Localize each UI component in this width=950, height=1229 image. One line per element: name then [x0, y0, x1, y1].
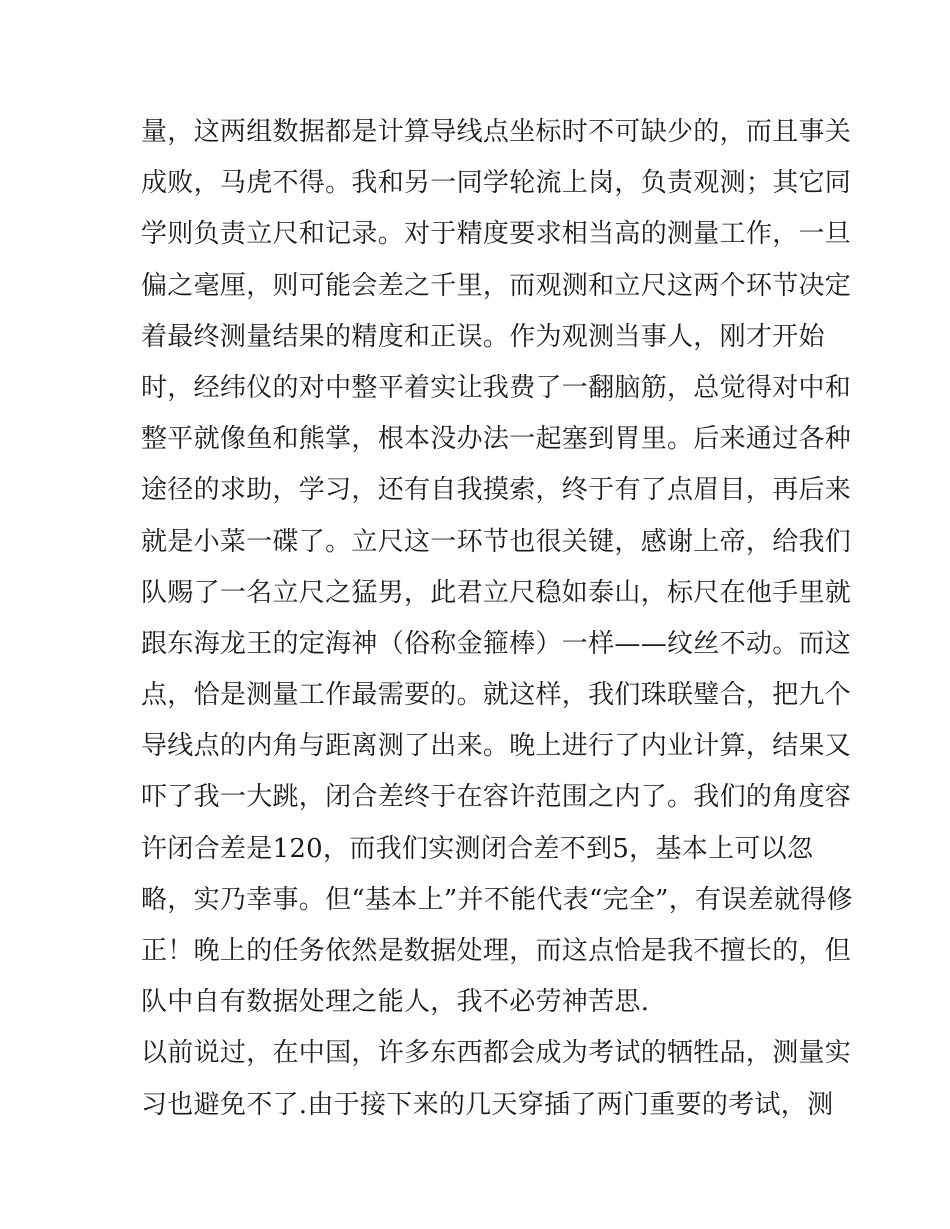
body-text [141, 107, 853, 1131]
text-line: 着最终测量结果的精度和正误。作为观测当事人，刚才开始 [141, 321, 825, 352]
text-line: 偏之毫厘，则可能会差之千里，而观测和立尺这两个环节决定 [141, 270, 852, 301]
text-line: 以前说过，在中国，许多东西都会成为考试的牺牲品，测量实 [141, 1038, 852, 1069]
text-line: 学则负责立尺和记录。对于精度要求相当高的测量工作，一旦 [141, 219, 852, 250]
text-line: 队赐了一名立尺之猛男，此君立尺稳如泰山，标尺在他手里就 [141, 577, 852, 608]
text-line: 量，这两组数据都是计算导线点坐标时不可缺少的，而且事关 [141, 117, 852, 147]
text-line: 队中自有数据处理之能人，我不必劳神苦思. [141, 987, 650, 1018]
text-line: 正！晚上的任务依然是数据处理，而这点恰是我不擅长的，但 [141, 936, 852, 966]
text-line: 途径的求助，学习，还有自我摸索，终于有了点眉目，再后来 [141, 475, 852, 506]
text-line: 跟东海龙王的定海神（俗称金箍棒）一样——纹丝不动。而这 [141, 628, 852, 659]
text-line: 导线点的内角与距离测了出来。晚上进行了内业计算，结果又 [141, 731, 852, 762]
text-line: 略，实乃幸事。但“基本上”并不能代表“完全”，有误差就得修 [141, 884, 853, 915]
text-line: 点，恰是测量工作最需要的。就这样，我们珠联璧合，把九个 [141, 680, 852, 711]
text-line: 时，经纬仪的对中整平着实让我费了一翻脑筋，总觉得对中和 [141, 372, 852, 403]
text-line: 习也避免不了.由于接下来的几天穿插了两门重要的考试，测 [141, 1089, 834, 1120]
text-line: 吓了我一大跳，闭合差终于在容许范围之内了。我们的角度容 [141, 782, 852, 813]
text-line: 许闭合差是120，而我们实测闭合差不到5，基本上可以忽 [141, 833, 814, 864]
text-line: 成败，马虎不得。我和另一同学轮流上岗，负责观测；其它同 [141, 168, 852, 199]
text-line: 整平就像鱼和熊掌，根本没办法一起塞到胃里。后来通过各种 [141, 424, 852, 455]
text-line: 就是小菜一碟了。立尺这一环节也很关键，感谢上帝，给我们 [141, 526, 852, 557]
